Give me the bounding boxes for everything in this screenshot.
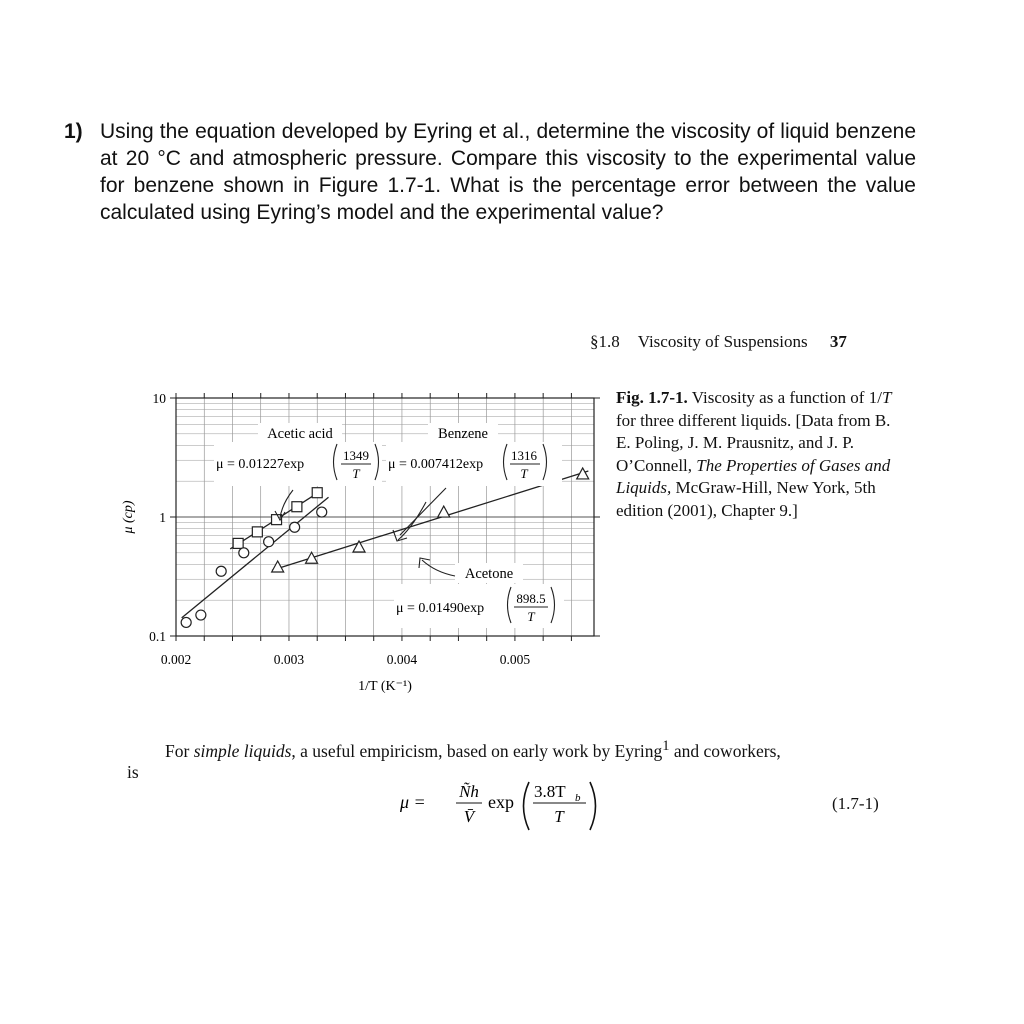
caption-label: Fig. 1.7-1. [616,388,688,407]
acetic-acid-label: Acetic acid [267,426,333,442]
benzene-eq-numerator: 1316 [511,448,537,463]
acetic-acid-point [292,502,302,512]
eq-inner-denominator: T [554,807,564,826]
x-axis-label: 1/T (K⁻¹) [358,679,412,694]
equation-svg [400,770,620,840]
eq-numerator: Ñh [459,782,479,801]
acetone-eq-denominator: T [527,609,535,624]
x-tick-label: 0.002 [160,652,192,667]
x-tick-label: 0.004 [386,652,418,667]
body-text-3: and coworkers, [669,740,781,761]
eyring-equation [400,770,620,845]
acetone-point [306,552,318,563]
body-superscript: 1 [662,738,670,754]
acetone-arrowhead [419,558,430,568]
benzene-point [290,522,300,532]
eq-left-paren [524,782,530,830]
acetone-annotation [394,558,564,628]
chart-svg [110,380,610,710]
caption-text-1: Viscosity as a function of 1/ [691,388,882,407]
section-number: §1.8 [590,332,620,351]
caption-text-3: McGraw-Hill, New York, 5th edition (2001), Chapter 9.] [616,478,876,520]
benzene-equation: μ = 0.007412exp [388,457,484,472]
section-title: Viscosity of Suspensions [637,332,808,351]
acetone-equation: μ = 0.01490exp [396,601,485,616]
y-axis-label: μ (cp) [121,500,136,534]
acetic-acid-point [312,488,322,498]
acetic-acid-equation: μ = 0.01227exp [216,457,305,472]
y-tick-label: 10 [152,391,166,406]
benzene-point [181,617,191,627]
body-paragraph [165,738,905,762]
page-header [590,332,847,352]
acetic-acid-point [233,538,243,548]
body-text-1: For [165,740,194,761]
viscosity-chart [110,380,610,715]
x-tick-label: 0.005 [499,652,531,667]
benzene-eq-denominator: T [520,466,528,481]
question-number: 1) [64,120,83,143]
benzene-point [317,507,327,517]
body-italic: simple liquids [193,740,292,761]
eq-exp: exp [488,792,514,812]
caption-book-title: The Properties of Gases and Liquids, [616,455,891,497]
y-tick-label: 0.1 [149,629,166,644]
acetone-label: Acetone [464,566,514,582]
acetic-arrow [280,490,293,518]
acetic-eq-numerator: 1349 [343,448,369,463]
question-text: Using the equation developed by Eyring et al., determine the viscosity of liquid benzene at 20 °C and atmospheric pressure. Compare this viscosity to the experimental value for benzene shown in Figure 1.7-1. What is the percentage error between the value calculated using Eyring’s model and the experimental value? [100,120,916,224]
y-tick-label: 1 [159,510,166,525]
acetone-point [353,541,365,552]
acetone-arrow [422,560,455,576]
eq-lhs: μ = [400,792,426,812]
eq-denominator: V̄ [463,807,475,826]
acetone-eq-numerator: 898.5 [516,591,546,606]
benzene-label: Benzene [438,426,488,442]
body-is-word: is [127,762,139,782]
caption-text-2: for three different liquids. [Data from B. E. Poling, J. M. Prausnitz, and J. P. O’Connell, [616,410,891,475]
benzene-point [239,548,249,558]
benzene-point [264,537,274,547]
benzene-fit-line [182,497,329,618]
acetic-eq-denominator: T [352,466,360,481]
benzene-annotation [386,423,562,541]
page-number: 37 [829,332,847,351]
benzene-arrow-line-1 [400,488,446,535]
eq-right-paren [590,782,596,830]
eq-inner-numerator: 3.8T [534,782,566,801]
benzene-point [196,610,206,620]
equation-number: (1.7-1) [832,794,879,813]
x-tick-label: 0.003 [273,652,305,667]
acetic-acid-point [252,527,262,537]
benzene-point [216,566,226,576]
eq-inner-subscript: b [575,792,581,804]
figure-caption [616,387,906,522]
acetone-point [438,506,450,517]
body-text-2: , a useful empiricism, based on early work by Eyring [291,740,663,761]
caption-var-t: T [881,388,892,407]
